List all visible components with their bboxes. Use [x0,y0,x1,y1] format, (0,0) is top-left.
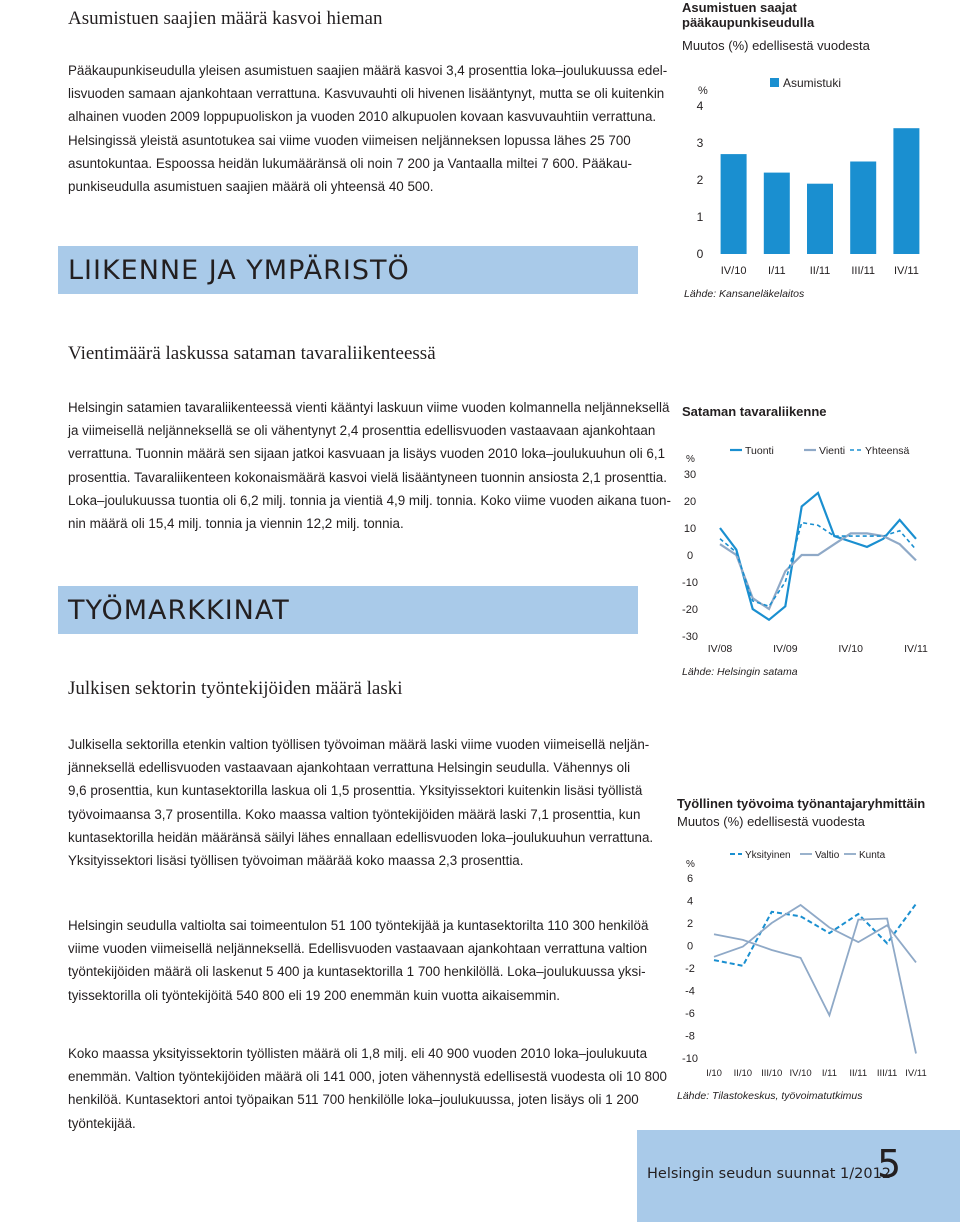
chart1-y-tick-label: 1 [696,210,704,224]
paragraph-line: nin määrä oli 15,4 milj. tonnia ja viennin 12,2 milj. tonnia. [68,516,404,532]
chart2-y-tick-label: 20 [683,496,697,508]
chart3-y-tick-label: 0 [686,940,694,953]
chart3-y-tick-label: 6 [686,873,694,885]
chart1-legend-swatch [770,78,779,87]
chart1-y-tick-label: 2 [696,173,704,187]
chart3-series-line [714,905,916,962]
section-heading-labour: Julkisen sektorin työntekijöiden määrä laski [68,678,403,699]
publication-name: Helsingin seudun suunnat 1/2012 [647,1166,892,1182]
chart1-bar [893,128,919,254]
chart3-x-tick-label: I/11 [821,1068,837,1079]
paragraph-line: prosenttia. Tavaraliikenteen kokonaismäärä kasvoi vielä lisääntyneen tuonnin ansiosta 2,1 prosenttia. [68,469,667,485]
chart2-x-tick-label: IV/09 [773,643,798,655]
chart1-bar [764,173,790,254]
section-band-traffic [58,246,638,294]
paragraph-labour-2 [68,914,648,1007]
chart3-title: Työllinen työvoima työnantajaryhmittäin [677,796,926,811]
chart3-y-tick-label: -8 [685,1030,695,1043]
chart2-x-tick-label: IV/08 [707,643,733,655]
paragraph-labour-3 [68,1042,667,1135]
chart1-bar [721,154,747,254]
chart1-y-tick-label: 0 [696,247,704,261]
paragraph-line: Helsingin seudulla valtiolta sai toimeentulon 51 100 työntekijää ja kuntasektorilta 110 300 henkilöä [68,918,649,933]
chart3-x-tick-label: III/11 [876,1068,898,1079]
paragraph-port [68,396,671,535]
chart2-series-line [720,493,916,620]
chart2-y-tick-label: 10 [683,523,697,535]
band-title: LIIKENNE JA YMPÄRISTÖ [68,255,410,286]
chart3-source: Lähde: Tilastokeskus, työvoimatutkimus [677,1090,863,1102]
chart3-y-tick-label: -10 [682,1053,698,1065]
chart2-y-tick-label: -10 [682,577,698,589]
paragraph-line: verrattuna. Tuonnin määrä sen sijaan jatkoi kasvuaan ja lisäys vuoden 2010 loka–joulukuuhun oli 6,1 [68,446,666,462]
paragraph-line: Koko maassa yksityissektorin työllisten määrä oli 1,8 milj. eli 40 900 vuoden 2010 loka–joulukuuta [68,1046,648,1061]
paragraph-line: enemmän. Valtion työntekijöiden määrä oli 141 000, joten vähennystä edellisestä vuodesta oli 10 800 [68,1069,668,1085]
chart2-x-tick-label: IV/11 [904,643,928,655]
chart3-x-tick-label: II/10 [733,1068,753,1079]
chart2-legend-label: Vienti [819,445,846,457]
chart1-legend-label: Asumistuki [783,76,842,90]
chart3-x-tick-label: III/10 [761,1068,783,1079]
chart3-x-tick-label: IV/11 [905,1068,927,1079]
chart3-x-tick-label: I/10 [706,1068,722,1079]
chart1-housing-bar-chart [664,64,934,286]
chart2-unit-label: % [686,454,695,465]
chart3-y-tick-label: -2 [685,963,695,975]
chart3-y-tick-label: -4 [685,985,695,998]
chart3-unit-label: % [686,859,695,870]
chart1-bar [807,184,833,254]
paragraph-line: työntekijää. [68,1115,136,1131]
chart2-y-tick-label: -30 [682,631,698,643]
chart3-x-tick-label: II/11 [849,1068,868,1079]
section-heading-housing: Asumistuen saajien määrä kasvoi hieman [68,8,383,29]
paragraph-line: ja viimeisellä neljänneksellä se oli vähentynyt 2,4 prosenttia edellisvuoden vastaavaan ajankohtaan [68,423,656,439]
chart3-legend-label: Kunta [859,850,886,861]
chart3-legend-label: Valtio [815,850,840,861]
paragraph-line: asuntokuntaa. Espoossa heidän lukumääränsä oli noin 7 200 ja Vantaalla miltei 7 600. Pääkau- [68,155,633,171]
chart2-source: Lähde: Helsingin satama [682,666,798,678]
chart1-x-tick-label: IV/11 [893,265,919,277]
paragraph-line: alhainen vuoden 2009 loppupuoliskon ja vuoden 2010 alkupuolen kovaan kasvuvauhtiin verrattuna. [68,109,657,125]
chart3-y-tick-label: 4 [686,895,694,908]
paragraph-line: lisvuoden samaan ajankohtaan verrattuna. Kasvuvauhti oli hivenen lisääntynyt, mutta se oli kuitenkin [68,86,665,102]
chart2-y-tick-label: -20 [682,604,698,616]
paragraph-line: jänneksellä edellisvuoden vastaavaan ajankohtaan verrattuna Helsingin seudulla. Vähennys oli [68,760,631,776]
paragraph-line: Loka–joulukuussa tuontia oli 6,2 milj. tonnia ja vientiä 4,9 milj. tonnia. Koko viime vuoden aikana tuon- [68,492,671,508]
chart1-title-line: Asumistuen saajat [682,0,797,15]
paragraph-line: työntekijöiden määrä oli laskenut 5 400 ja kuntasektorilla 1 700 henkilöllä. Loka–joulukuussa yksi- [68,964,646,980]
paragraph-line: 9,6 prosenttia, kun kuntasektorilla laskua oli 1,5 prosenttia. Yksityissektori kuitenkin lisäsi työllistä [68,783,643,799]
chart3-series-line [714,904,916,966]
chart1-x-tick-label: I/11 [768,265,786,277]
paragraph-line: Pääkaupunkiseudulla yleisen asumistuen saajien määrä kasvoi 3,4 prosenttia loka–joulukuussa edel- [68,63,668,78]
band-title: TYÖMARKKINAT [68,595,290,626]
paragraph-line: työvoimaansa 3,7 prosentilla. Koko maassa valtion työntekijöiden määrä laski 7,1 prosenttia, kun [68,806,641,822]
page-number: 5 [877,1142,902,1186]
paragraph-line: punkiseudulla asumistuen saajien määrä oli yhteensä 40 500. [68,179,434,195]
chart3-subtitle: Muutos (%) edellisestä vuodesta [677,814,865,829]
paragraph-line: Julkisella sektorilla etenkin valtion työllisen työvoiman määrä laski viime vuoden viimeisellä neljän- [68,737,650,752]
chart3-x-tick-label: IV/10 [789,1068,812,1079]
paragraph-line: kuntasektorilla heidän määränsä säilyi lähes ennallaan edellisvuoden loka–joulukuuhun verrattuna. [68,829,654,845]
paragraph-line: Helsingin satamien tavaraliikenteessä vienti kääntyi laskuun viime vuoden kolmannella neljänneksellä [68,400,670,415]
chart1-bar [850,162,876,255]
chart1-unit-label: % [698,85,708,97]
chart1-x-tick-label: IV/10 [720,265,747,277]
paragraph-line: viime vuoden viimeisellä neljänneksellä. Edellisvuoden vastaavaan ajankohtaan verrattuna valtion [68,941,648,957]
chart1-title-line: pääkaupunkiseudulla [682,15,815,30]
chart3-employment-line-chart [664,840,934,1084]
page-footer [637,1130,960,1222]
chart3-y-tick-label: 2 [686,918,694,930]
paragraph-line: tyissektorilla oli työntekijöitä 540 800 eli 19 200 enemmän kuin vuotta aikaisemmin. [68,987,560,1003]
paragraph-line: henkilöä. Kuntasektori antoi työpaikan 511 700 henkilölle loka–joulukuussa, joten lisäys oli 1 200 [68,1092,639,1108]
chart3-y-tick-label: -6 [685,1008,695,1020]
chart1-subtitle: Muutos (%) edellisestä vuodesta [682,38,870,53]
chart3-series-line [714,919,916,1054]
chart2-legend-label: Yhteensä [865,445,910,457]
chart1-y-tick-label: 4 [696,99,704,113]
chart1-source: Lähde: Kansaneläkelaitos [684,288,805,300]
section-band-labour [58,586,638,634]
chart2-title: Sataman tavaraliikenne [682,404,827,419]
chart2-y-tick-label: 0 [686,550,694,562]
paragraph-line: Yksityissektori lisäsi työllisen työvoiman määrää koko maassa 2,3 prosenttia. [68,853,524,869]
chart1-title [682,0,814,30]
chart2-legend-label: Tuonti [745,445,774,457]
paragraph-line: Helsingissä yleistä asuntotukea sai viime vuoden viimeisen neljänneksen lopussa lähes 25 700 [68,132,631,148]
chart1-y-tick-label: 3 [696,136,704,150]
paragraph-housing [68,59,667,198]
chart2-x-tick-label: IV/10 [838,643,863,655]
paragraph-labour-1 [68,733,653,872]
chart2-port-line-chart [664,440,934,660]
section-heading-port: Vientimäärä laskussa sataman tavaraliikenteessä [68,343,436,364]
chart2-y-tick-label: 30 [683,469,697,481]
chart3-legend-label: Yksityinen [745,850,791,861]
chart1-x-tick-label: II/11 [809,265,831,277]
chart1-x-tick-label: III/11 [851,265,876,277]
